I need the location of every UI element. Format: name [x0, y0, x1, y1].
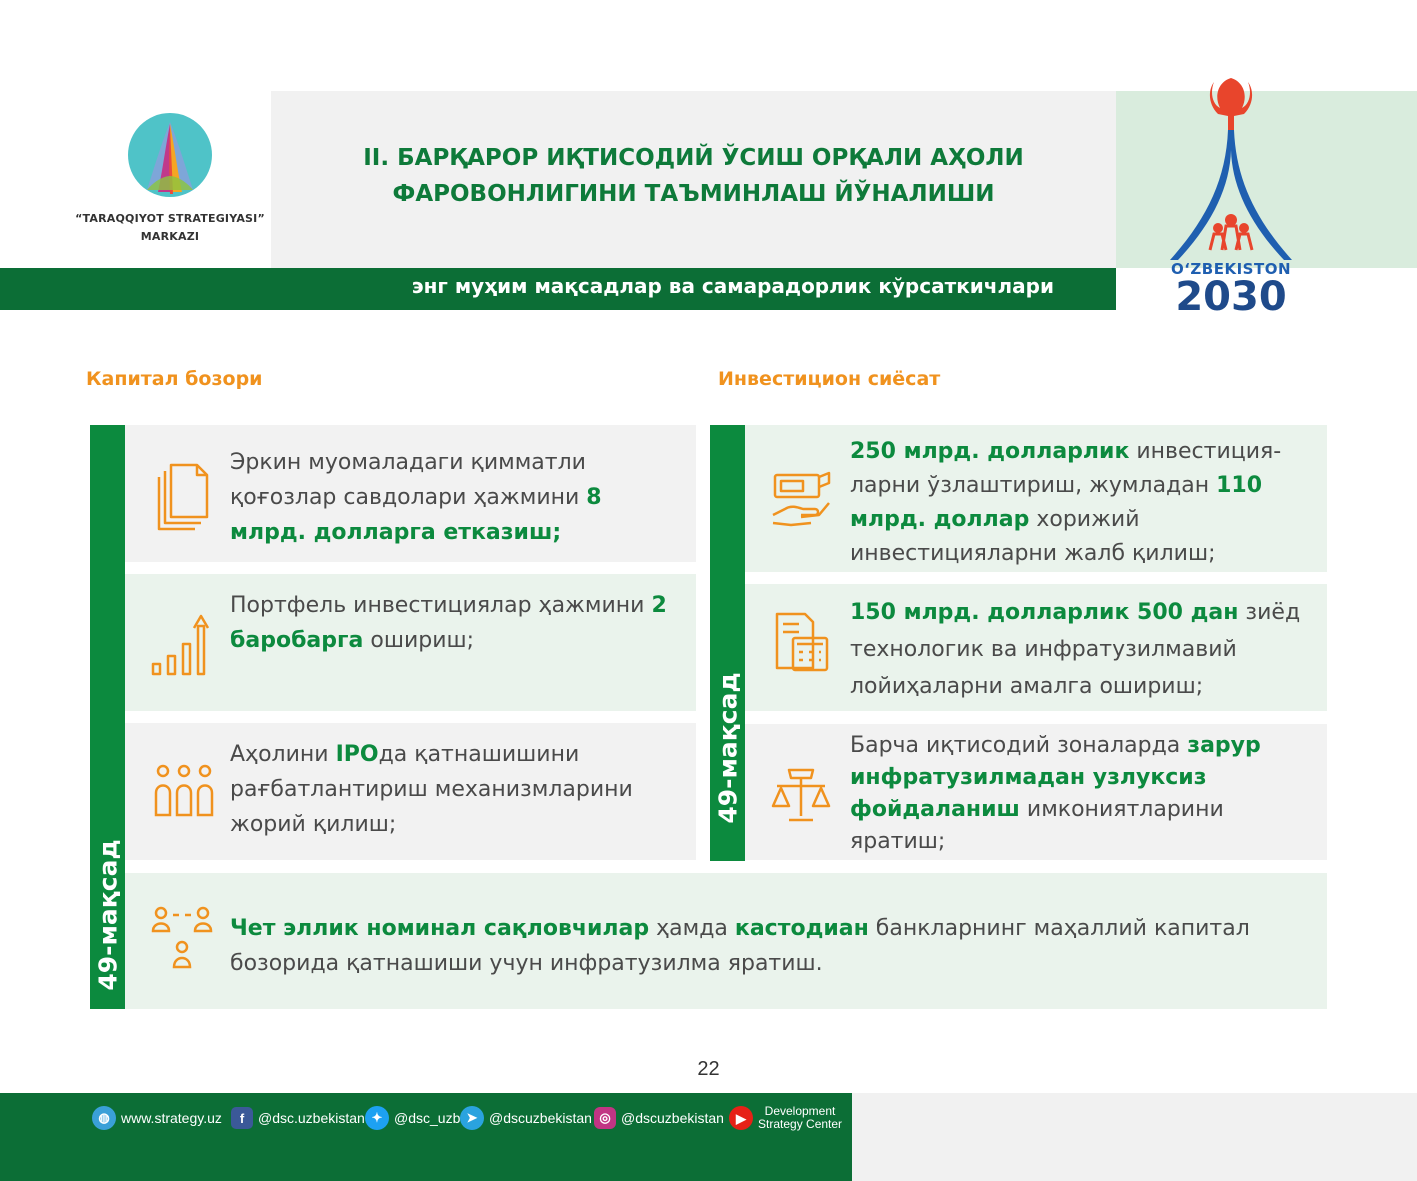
footer-twitter: @dsc_uzb [394, 1110, 461, 1126]
left-card-2-highlight-1: 2 баробарга [230, 593, 667, 653]
footer-right-panel [852, 1093, 1417, 1181]
left-card-1-highlight-1: 8 млрд. долларга етказиш; [230, 485, 602, 545]
page-number: 22 [697, 1058, 720, 1080]
page-title-line1: II. БАРҚАРОР ИҚТИСОДИЙ ЎСИШ ОРҚАЛИ АҲОЛИ [363, 145, 1024, 171]
bottom-card-text [230, 911, 1310, 981]
left-card-2 [125, 574, 696, 711]
left-card-2-text-0: Портфель инвестициялар ҳажмини [230, 593, 652, 618]
footer-youtube-line1: Development [764, 1104, 836, 1118]
documents-icon [155, 461, 211, 536]
right-card-1-text-1: инвестиция-ларни ўзлаштириш, жумладан [850, 439, 1282, 498]
bottom-card [125, 873, 1327, 1009]
uzbekistan-2030-logo [1156, 70, 1306, 320]
footer-telegram: @dscuzbekistan [489, 1110, 592, 1126]
youtube-icon: ▶ [729, 1106, 753, 1130]
page-subtitle: энг муҳим мақсадлар ва самарадорлик кўрсаткичлари [411, 274, 1054, 298]
right-card-1-text-3: хорижий инвестицияларни жалб қилиш; [850, 507, 1216, 566]
instagram-icon: ◎ [594, 1107, 616, 1129]
right-card-1-highlight-0: 250 млрд. долларлик [850, 439, 1130, 464]
right-card-2-highlight-0: 150 млрд. долларлик 500 дан [850, 600, 1239, 625]
footer-telegram-link[interactable] [460, 1104, 592, 1132]
right-card-3-text [850, 730, 1325, 858]
dsc-logo [60, 110, 280, 246]
footer-youtube-text [758, 1105, 842, 1131]
left-card-2-text-2: ошириш; [363, 628, 475, 653]
right-card-2-text [850, 594, 1325, 705]
left-card-3-text-0: Аҳолини [230, 742, 336, 767]
dsc-logo-icon [125, 110, 215, 200]
right-card-2 [745, 584, 1327, 711]
left-card-1 [125, 425, 696, 562]
money-hand-icon [771, 463, 833, 534]
left-card-3-text [230, 737, 680, 842]
left-card-2-text [230, 588, 670, 658]
growth-chart-icon [150, 612, 214, 683]
footer-website-link[interactable] [92, 1104, 222, 1132]
footer-youtube-line2: Strategy Center [758, 1117, 843, 1131]
org-name-line2: MARKAZI [140, 230, 200, 243]
footer-facebook-link[interactable] [231, 1104, 365, 1132]
right-card-2-text-1: зиёд технологик ва инфратузилмавий лойиҳаларни амалга ошириш; [850, 600, 1301, 699]
uz-logo-word: O‘ZBEKISTON [1170, 260, 1292, 278]
footer-youtube-link[interactable] [729, 1104, 842, 1132]
telegram-icon: ➤ [460, 1106, 484, 1130]
left-goal-tab [90, 425, 125, 1009]
balance-scale-icon [771, 764, 831, 831]
left-card-1-text-0: Эркин муомаладаги қимматли қоғозлар савдолари ҳажмини [230, 450, 587, 510]
right-section-title: Инвестицион сиёсат [718, 368, 941, 390]
bottom-card-highlight-0: Чет эллик номинал сақловчилар [230, 916, 650, 941]
right-goal-tab-label: 49-мақсад [713, 672, 742, 824]
left-section-title: Капитал бозори [86, 368, 263, 390]
right-card-1-text [850, 435, 1330, 571]
left-card-3 [125, 723, 696, 860]
org-name-line1: “TARAQQIYOT STRATEGIYASI” [75, 212, 265, 225]
bottom-card-text-3: банкларнинг маҳаллий капитал бозорида қатнашиши учун инфратузилма яратиш. [230, 916, 1250, 976]
right-card-3-text-2: имкониятларини яратиш; [850, 797, 1224, 854]
network-people-icon [151, 905, 213, 978]
right-card-3-highlight-1: зарур инфратузилмадан узлуксиз фойдаланиш [850, 733, 1261, 822]
footer-instagram: @dscuzbekistan [621, 1110, 724, 1126]
right-card-1 [745, 425, 1327, 572]
uz-logo-year: 2030 [1175, 274, 1287, 320]
right-card-1-highlight-2: 110 млрд. доллар [850, 473, 1263, 532]
right-card-3-text-0: Барча иқтисодий зоналарда [850, 733, 1188, 758]
facebook-icon: f [231, 1107, 253, 1129]
footer-twitter-link[interactable] [365, 1104, 460, 1132]
footer-website: www.strategy.uz [121, 1110, 222, 1126]
footer-facebook: @dsc.uzbekistan [258, 1110, 365, 1126]
right-goal-tab [710, 425, 745, 861]
subtitle-bar [0, 268, 1116, 310]
people-group-icon [153, 763, 215, 824]
globe-icon: ◍ [92, 1106, 116, 1130]
right-card-3 [745, 724, 1327, 860]
left-goal-tab-label: 49-мақсад [93, 839, 122, 991]
page-title-line2: ФАРОВОНЛИГИНИ ТАЪМИНЛАШ ЙЎНАЛИШИ [392, 181, 995, 207]
twitter-icon: ✦ [365, 1106, 389, 1130]
left-card-1-text [230, 445, 670, 550]
left-card-3-highlight-1: IPO [335, 742, 379, 767]
bottom-card-highlight-2: кастодиан [734, 916, 869, 941]
calculator-document-icon [773, 610, 831, 677]
footer-instagram-link[interactable] [594, 1104, 724, 1132]
page-title [271, 140, 1116, 212]
bottom-card-text-1: ҳамда [649, 916, 735, 941]
left-card-3-text-2: да қатнашишини рағбатлантириш механизмларини жорий қилиш; [230, 742, 633, 837]
